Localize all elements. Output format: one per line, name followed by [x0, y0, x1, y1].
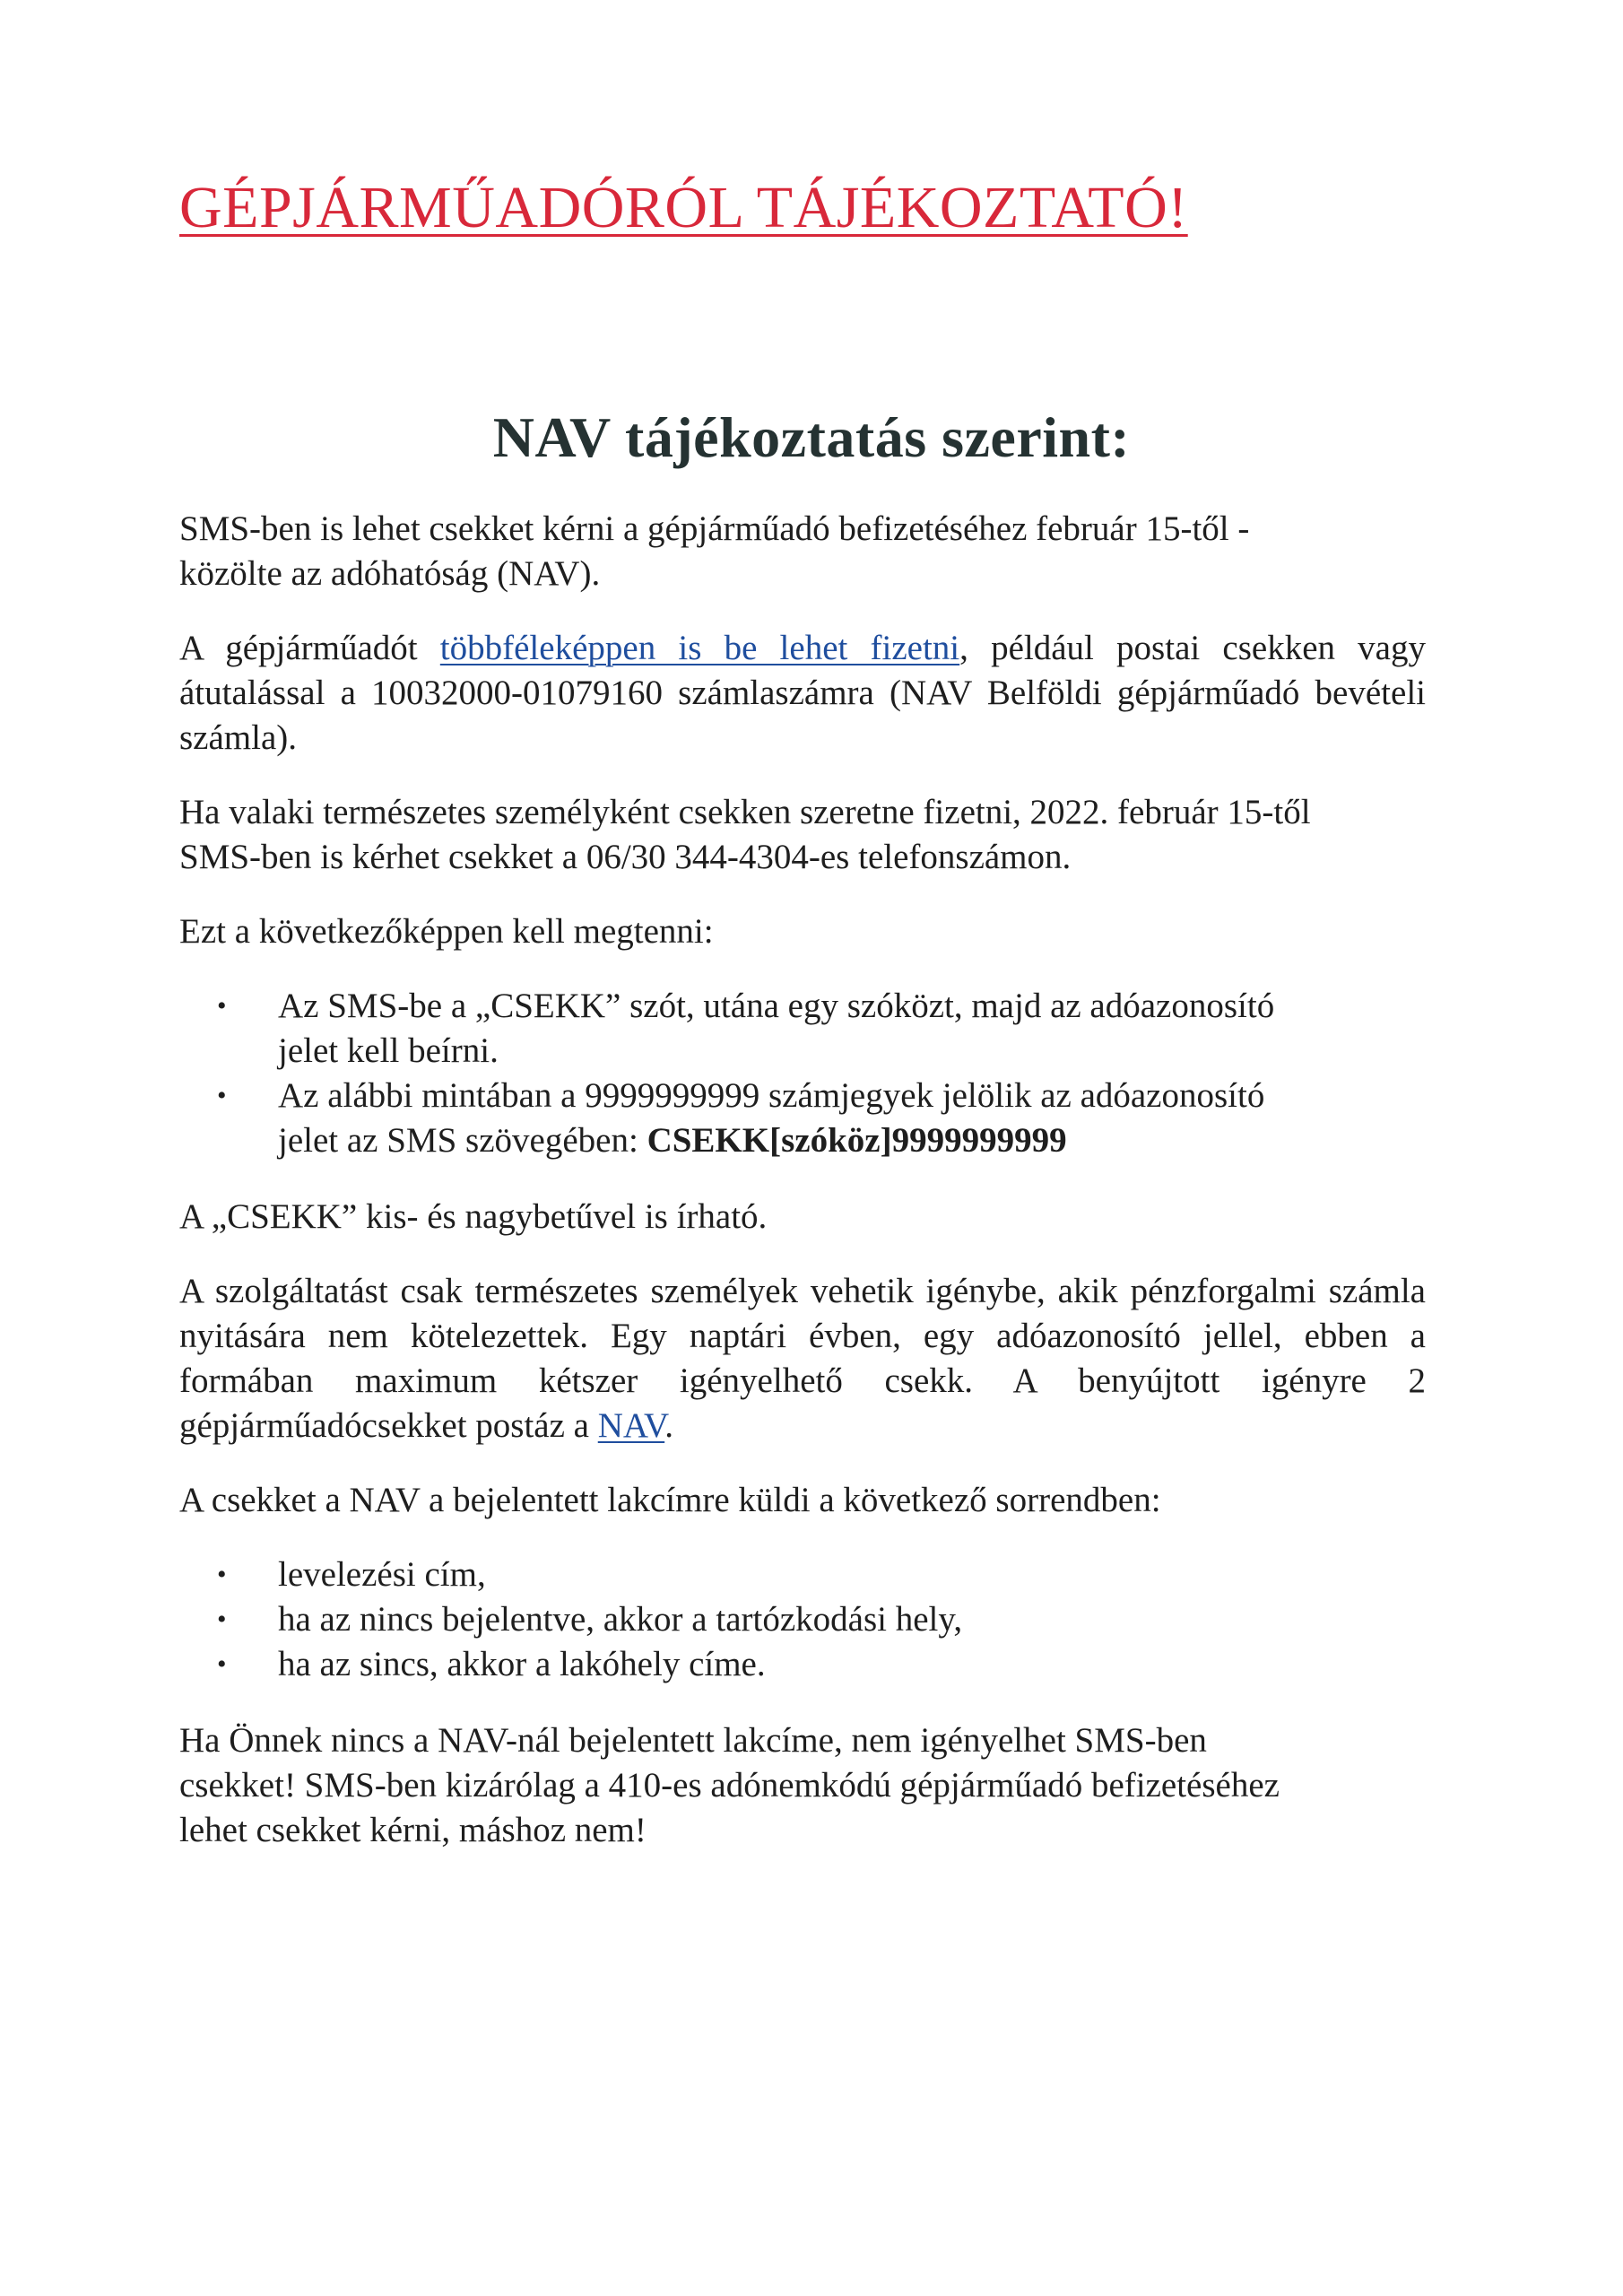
bullet-icon: •: [217, 991, 227, 1021]
paragraph-line: Ha valaki természetes személyként csekken szeretne fizetni, 2022. február 15-től: [179, 793, 1311, 831]
paragraph-warning: [179, 1718, 1426, 1853]
list-item: [179, 1597, 1426, 1642]
paragraph-case-note: A „CSEKK” kis- és nagybetűvel is írható.: [179, 1197, 768, 1236]
list-item-line: Az SMS-be a „CSEKK” szót, utána egy szóközt, majd az adóazonosító: [278, 987, 1275, 1025]
paragraph-sms-number: [179, 790, 1426, 880]
bullet-icon: •: [217, 1081, 227, 1110]
paragraph-payment-methods: [179, 626, 1426, 761]
paragraph-line: Ha Önnek nincs a NAV-nál bejelentett lakcíme, nem igényelhet SMS-ben: [179, 1721, 1207, 1760]
document-body: [179, 507, 1426, 1883]
paragraph-text: .: [664, 1406, 673, 1445]
sms-format-example: CSEKK[szóköz]9999999999: [647, 1121, 1067, 1160]
list-item-line: jelet az SMS szövegében:: [278, 1121, 647, 1160]
address-order-list: [179, 1552, 1426, 1687]
paragraph-sms-intro: [179, 507, 1426, 596]
bullet-icon: •: [217, 1605, 227, 1634]
list-item: [179, 1074, 1426, 1163]
paragraph-line: SMS-ben is kérhet csekket a 06/30 344-4304-es telefonszámon.: [179, 838, 1072, 876]
list-item-text: ha az sincs, akkor a lakóhely címe.: [278, 1645, 766, 1683]
page-subtitle: NAV tájékoztatás szerint:: [492, 405, 1131, 469]
paragraph-text: A szolgáltatást csak természetes személyek vehetik igénybe, akik pénzforgalmi számla nyitására nem kötelezettek. Egy naptári évben, egy adóazonosító jellel, ebben a formában maximum kétszer igényelhető csekk. A benyújtott igényre 2 gépjárműadócsekket postáz a: [179, 1272, 1426, 1445]
list-item-text: ha az nincs bejelentve, akkor a tartózkodási hely,: [278, 1600, 963, 1639]
list-item-line: Az alábbi mintában a 9999999999 számjegyek jelölik az adóazonosító: [278, 1076, 1265, 1115]
nav-link[interactable]: NAV: [597, 1406, 665, 1445]
bullet-icon: •: [217, 1649, 227, 1679]
sms-instructions-list: [179, 984, 1426, 1163]
paragraph-line: lehet csekket kérni, máshoz nem!: [179, 1811, 647, 1849]
paragraph-line: közölte az adóhatóság (NAV).: [179, 554, 601, 593]
list-item: [179, 984, 1426, 1074]
list-item-text: levelezési cím,: [278, 1555, 486, 1594]
bullet-icon: •: [217, 1560, 227, 1589]
page-title: GÉPJÁRMŰADÓRÓL TÁJÉKOZTATÓ!: [179, 175, 1188, 240]
paragraph-line: SMS-ben is lehet csekket kérni a gépjárműadó befizetéséhez február 15-től -: [179, 509, 1250, 548]
list-item: [179, 1552, 1426, 1597]
paragraph-how-to: Ezt a következőképpen kell megtenni:: [179, 912, 714, 951]
payment-methods-link[interactable]: többféleképpen is be lehet fizetni: [439, 629, 960, 667]
paragraph-text: , például postai csekken vagy átutalással a 10032000-01079160 számlaszámra (NAV Belföldi gépjárműadó bevételi számla).: [179, 629, 1426, 757]
paragraph-text: A gépjárműadót: [179, 629, 440, 667]
list-item: [179, 1642, 1426, 1687]
list-item-line: jelet kell beírni.: [278, 1031, 499, 1070]
paragraph-line: csekket! SMS-ben kizárólag a 410-es adónemkódú gépjárműadó befizetéséhez: [179, 1766, 1280, 1805]
paragraph-eligibility: [179, 1269, 1426, 1448]
paragraph-address-order: A csekket a NAV a bejelentett lakcímre küldi a következő sorrendben:: [179, 1481, 1161, 1519]
